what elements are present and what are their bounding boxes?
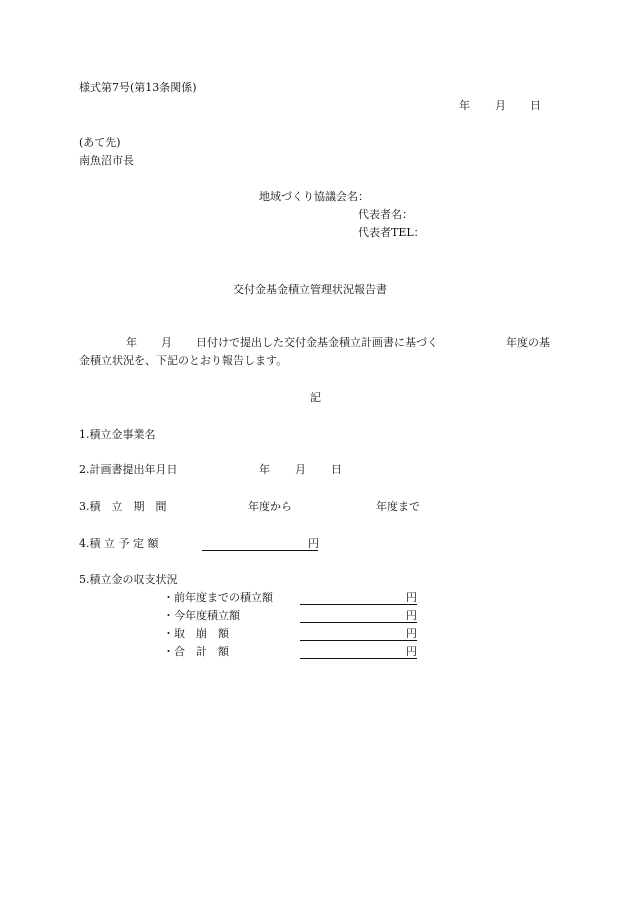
representative-name-label: 代表者名： [358,208,413,221]
item5-row-total-line [300,658,417,659]
body-line1-text: 日付けで提出した交付金基金積立計画書に基づく [196,336,438,349]
item5-row-current-label: ・今年度積立額 [163,609,240,622]
item3-label: 3.積 立 期 間 [79,500,167,513]
form-number: 様式第7号(第13条関係) [79,81,197,94]
item5-row-current-unit: 円 [406,609,417,622]
item1-label: 1.積立金事業名 [79,428,156,441]
item5-row-prior-label: ・前年度までの積立額 [163,591,273,604]
item4-unit-underline [308,550,318,551]
date-day-label: 日 [530,99,541,112]
item4-label: 4.積 立 予 定 額 [79,537,159,550]
body-line2: 金積立状況を、下記のとおり報告します。 [79,354,288,367]
date-month-label: 月 [495,99,506,112]
item2-year-label: 年 [259,463,270,476]
addressee-name: 南魚沼市長 [79,154,134,167]
item5-row-withdrawal-line [300,640,417,641]
item2-label: 2.計画書提出年月日 [79,463,178,476]
item3-from-label: 年度から [248,500,292,513]
item2-day-label: 日 [331,463,342,476]
item5-row-prior-unit: 円 [406,591,417,604]
item4-unit: 円 [308,537,319,550]
body-line1-end: 年度の基 [506,336,550,349]
item2-month-label: 月 [295,463,306,476]
council-name-label: 地域づくり協議会名： [259,190,369,203]
body-month-label: 月 [161,336,172,349]
item5-label: 5.積立金の収支状況 [79,573,178,586]
item4-amount-line [202,550,308,551]
item3-to-label: 年度まで [376,500,420,513]
representative-tel-label: 代表者TEL： [358,226,425,239]
item5-row-total-unit: 円 [406,645,417,658]
item5-row-withdrawal-unit: 円 [406,627,417,640]
addressee-label: (あて先) [79,136,121,149]
item5-row-prior-line [300,604,417,605]
item5-row-total-label: ・合 計 額 [163,645,229,658]
page-title: 交付金基金積立管理状況報告書 [233,283,387,296]
date-year-label: 年 [459,99,470,112]
item5-row-withdrawal-label: ・取 崩 額 [163,627,229,640]
item5-row-current-line [300,622,417,623]
ki-heading: 記 [310,391,321,404]
body-year-label: 年 [126,336,137,349]
